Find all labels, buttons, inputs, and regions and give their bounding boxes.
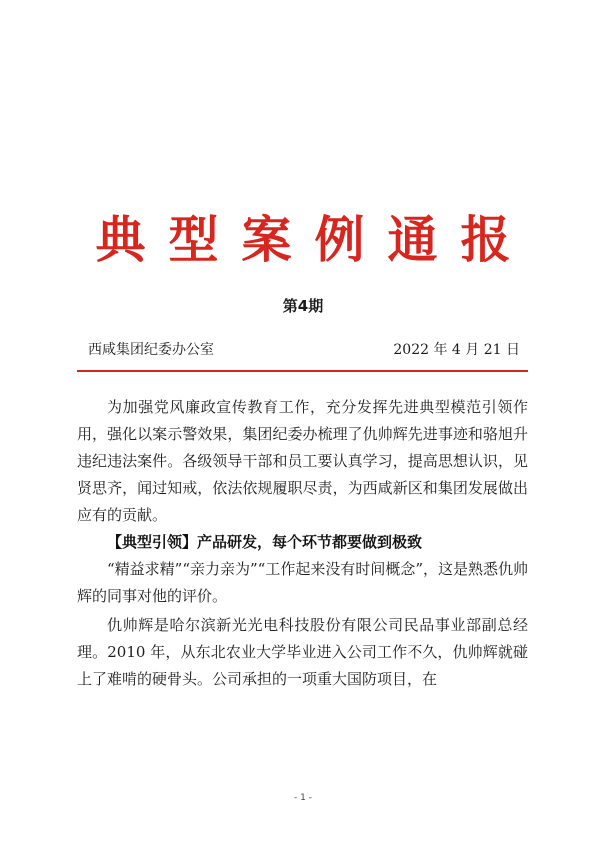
body-paragraph: 仇帅辉是哈尔滨新光光电科技股份有限公司民品事业部副总经理。2010 年，从东北农业大学毕业进入公司工作不久，仇帅辉就碰上了难啃的硬骨头。公司承担的一项重大国防项目，在 (77, 616, 528, 688)
issue-number: 第4期 (282, 297, 324, 315)
body-paragraph: “精益求精”“亲力亲为”“工作起来没有时间概念”，这是熟悉仇帅辉的同事对他的评价。 (77, 560, 529, 605)
issuer-row (88, 340, 520, 360)
issuing-office: 西咸集团纪委办公室 (88, 342, 214, 358)
red-divider-line (77, 370, 528, 372)
issue-date: 2022 年 4 月 21 日 (393, 342, 520, 358)
document-title: 典型案例通报 (95, 210, 534, 269)
document-body (77, 394, 528, 693)
intro-paragraph: 为加强党风廉政宣传教育工作，充分发挥先进典型模范引领作用，强化以案示警效果，集团纪委办梳理了仇帅辉先进事迹和骆旭升违纪违法案件。各级领导干部和员工要认真学习，提高思想认识，见贤思齐，闻过知戒，依法依规履职尽责，为西咸新区和集团发展做出应有的贡献。 (77, 398, 528, 524)
page-number: - 1 - (294, 793, 312, 803)
section-heading: 【典型引领】产品研发，每个环节都要做到极致 (107, 533, 423, 551)
